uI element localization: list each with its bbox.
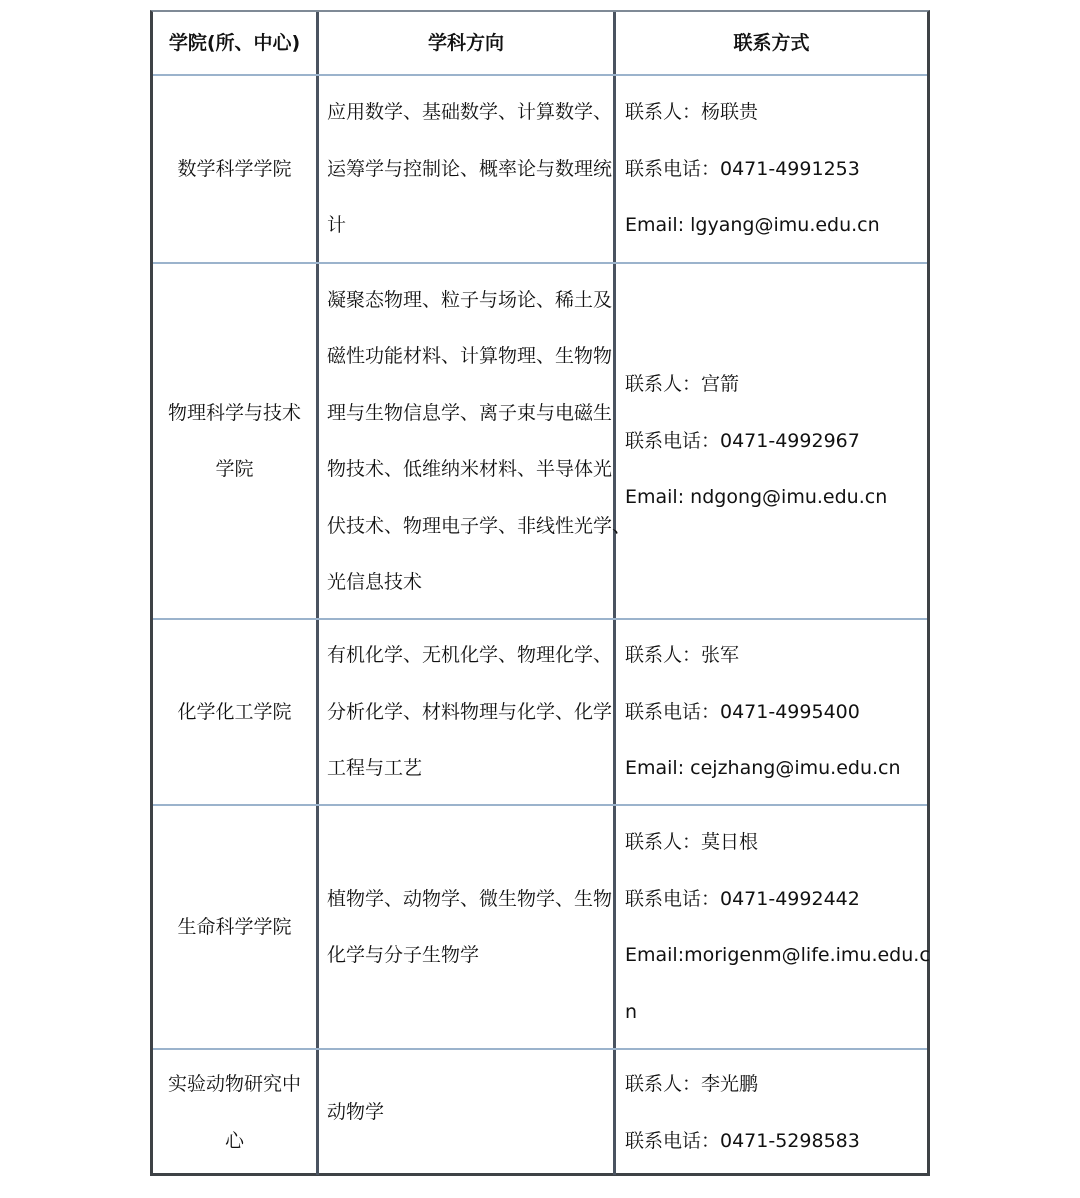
disciplines-cell [319,806,616,1048]
college-name: 学院 [215,458,254,480]
contact-table [150,10,930,1176]
discipline-line: 工程与工艺 [327,757,423,780]
disciplines-cell [319,264,632,618]
college-name: 数学科学学院 [177,157,292,180]
table-row [153,1048,927,1175]
header-cell-contact [616,12,927,74]
discipline-line: 磁性功能材料、计算物理、生物物 [327,345,613,367]
contact-email-continued[interactable]: n [625,1000,638,1023]
contact-person: 联系人：莫日根 [625,831,759,853]
contact-phone: 联系电话：0471-4992967 [625,429,860,452]
disciplines-cell [319,620,616,804]
contact-email[interactable]: Email: cejzhang@imu.edu.cn [625,757,901,780]
contact-phone: 联系电话：0471-4995400 [625,700,860,723]
header-cell-college [153,12,319,74]
college-name: 物理科学与技术 [167,401,301,424]
discipline-line: 伏技术、物理电子学、非线性光学、 [327,514,632,537]
contact-cell [616,264,927,618]
contact-person: 联系人：张军 [625,644,740,667]
discipline-line: 植物学、动物学、微生物学、生物 [327,887,613,910]
contact-cell [616,1050,927,1175]
college-name: 化学化工学院 [177,700,292,723]
disciplines-cell [319,1050,616,1175]
contact-email[interactable]: Email:morigenm@life.imu.edu.c [625,944,930,966]
college-name: 心 [224,1129,244,1152]
header-disciplines: 学科方向 [427,32,504,54]
contact-person: 联系人：杨联贵 [625,101,759,124]
college-cell [153,76,319,262]
contact-email[interactable]: Email: lgyang@imu.edu.cn [625,214,880,237]
table-row [153,618,927,804]
college-name: 实验动物研究中 [167,1073,301,1095]
discipline-line: 化学与分子生物学 [327,944,480,966]
contact-cell [616,76,927,262]
contact-phone: 联系电话：0471-5298583 [625,1129,860,1152]
discipline-line: 有机化学、无机化学、物理化学、 [327,644,613,667]
college-cell [153,264,319,618]
contact-cell [616,620,927,804]
discipline-line: 运筹学与控制论、概率论与数理统 [327,157,613,180]
contact-phone: 联系电话：0471-4991253 [625,157,860,180]
discipline-line: 理与生物信息学、离子束与电磁生 [327,401,613,424]
contact-cell [616,806,930,1048]
table-header-row [153,12,927,74]
college-name: 生命科学学院 [177,915,292,938]
table-row [153,74,927,262]
header-contact: 联系方式 [733,32,810,54]
discipline-line: 计 [327,214,347,237]
college-cell [153,620,319,804]
header-cell-disciplines [319,12,616,74]
header-college: 学院(所、中心) [168,32,301,54]
table-row [153,804,930,1048]
discipline-line: 分析化学、材料物理与化学、化学 [327,700,613,723]
discipline-line: 物技术、低维纳米材料、半导体光 [327,458,613,480]
contact-phone: 联系电话：0471-4992442 [625,887,860,910]
discipline-line: 动物学 [327,1101,385,1124]
contact-person: 联系人：宫箭 [625,373,740,396]
discipline-line: 光信息技术 [327,571,423,593]
college-cell [153,806,319,1048]
contact-person: 联系人：李光鹏 [625,1073,759,1095]
discipline-line: 凝聚态物理、粒子与场论、稀土及 [327,288,613,311]
disciplines-cell [319,76,616,262]
table-row [153,262,927,618]
contact-email[interactable]: Email: ndgong@imu.edu.cn [625,486,888,509]
discipline-line: 应用数学、基础数学、计算数学、 [327,101,613,124]
college-cell [153,1050,319,1175]
